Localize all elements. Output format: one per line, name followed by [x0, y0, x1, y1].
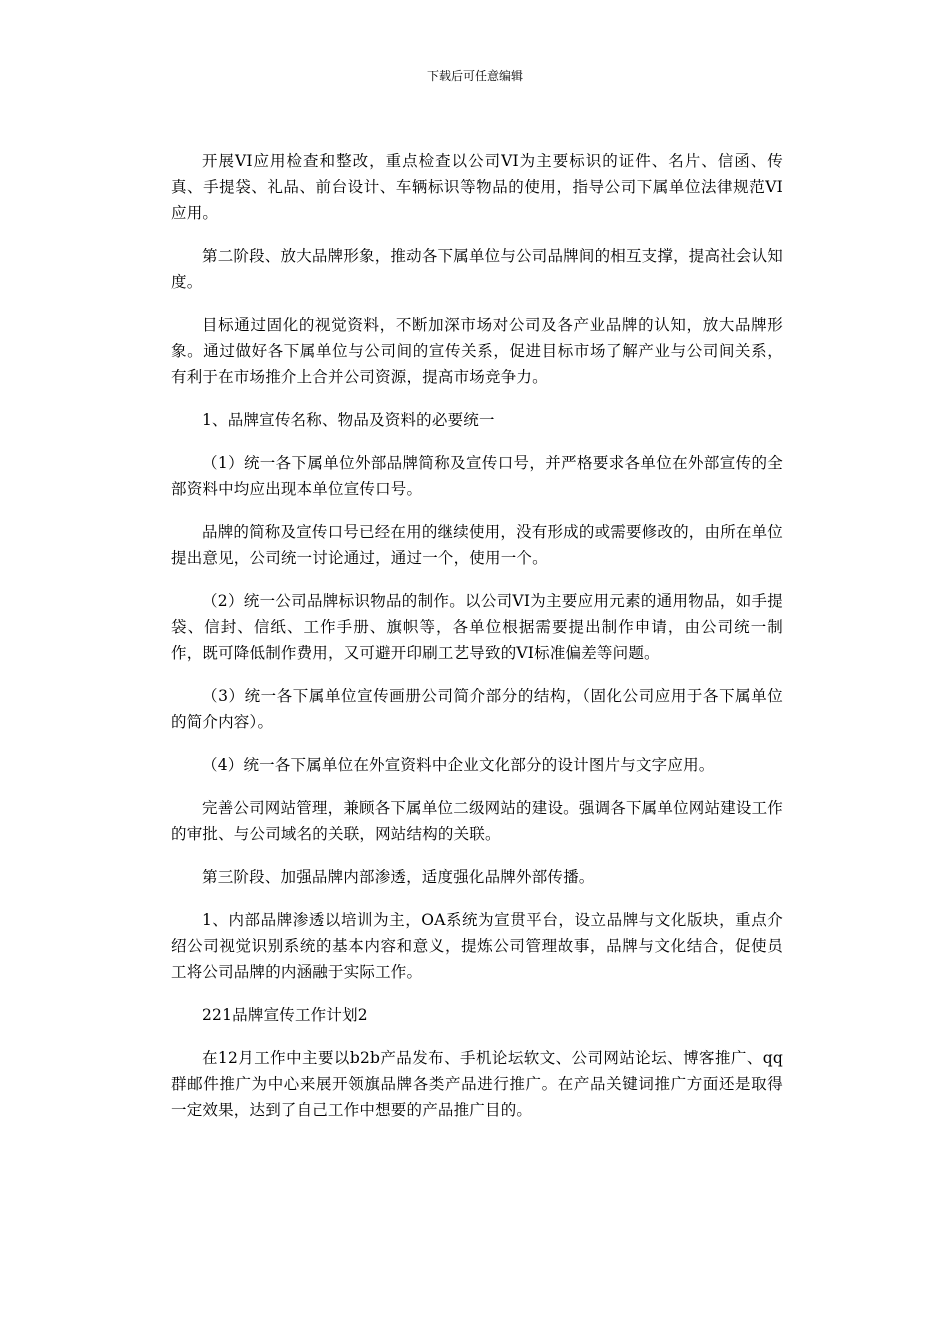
- paragraph: （3）统一各下属单位宣传画册公司简介部分的结构，（固化公司应用于各下属单位的简介内容）。: [171, 687, 783, 731]
- paragraph: 目标通过固化的视觉资料，不断加深市场对公司及各产业品牌的认知，放大品牌形象。通过做好各下属单位与公司间的宣传关系，促进目标市场了解产业与公司间关系，有利于在市场推介上合并公司资源，提高市场竞争力。: [171, 316, 783, 386]
- paragraph: 完善公司网站管理，兼顾各下属单位二级网站的建设。强调各下属单位网站建设工作的审批、与公司域名的关联，网站结构的关联。: [171, 799, 783, 843]
- paragraph: （2）统一公司品牌标识物品的制作。以公司VI为主要应用元素的通用物品，如手提袋、信封、信纸、工作手册、旗帜等，各单位根据需要提出制作申请，由公司统一制作，既可降低制作费用，又可避开印刷工艺导致的VI标准偏差等问题。: [171, 592, 783, 662]
- paragraph: 品牌的简称及宣传口号已经在用的继续使用，没有形成的或需要修改的，由所在单位提出意见，公司统一讨论通过，通过一个，使用一个。: [171, 523, 783, 567]
- paragraph: 1、内部品牌渗透以培训为主，OA系统为宣贯平台，设立品牌与文化版块，重点介绍公司视觉识别系统的基本内容和意义，提炼公司管理故事，品牌与文化结合，促使员工将公司品牌的内涵融于实际工作。: [171, 911, 783, 981]
- paragraph: 在12月工作中主要以b2b产品发布、手机论坛软文、公司网站论坛、博客推广、qq群邮件推广为中心来展开领旗品牌各类产品进行推广。在产品关键词推广方面还是取得一定效果，达到了自己工作中想要的产品推广目的。: [171, 1049, 783, 1119]
- paragraph: （1）统一各下属单位外部品牌简称及宣传口号，并严格要求各单位在外部宣传的全部资料中均应出现本单位宣传口号。: [171, 454, 783, 498]
- paragraph: （4）统一各下属单位在外宣资料中企业文化部分的设计图片与文字应用。: [202, 756, 715, 774]
- section-heading: 221品牌宣传工作计划2: [202, 1006, 368, 1024]
- paragraph: 开展VI应用检查和整改，重点检查以公司VI为主要标识的证件、名片、信函、传真、手提袋、礼品、前台设计、车辆标识等物品的使用，指导公司下属单位法律规范VI应用。: [171, 152, 783, 222]
- section-heading: 1、品牌宣传名称、物品及资料的必要统一: [202, 411, 495, 429]
- page-header-note: 下载后可任意编辑: [426, 69, 523, 83]
- document-body: [171, 148, 783, 1123]
- section-heading: 第三阶段、加强品牌内部渗透，适度强化品牌外部传播。: [202, 868, 595, 886]
- paragraph: 第二阶段、放大品牌形象，推动各下属单位与公司品牌间的相互支撑，提高社会认知度。: [171, 247, 783, 291]
